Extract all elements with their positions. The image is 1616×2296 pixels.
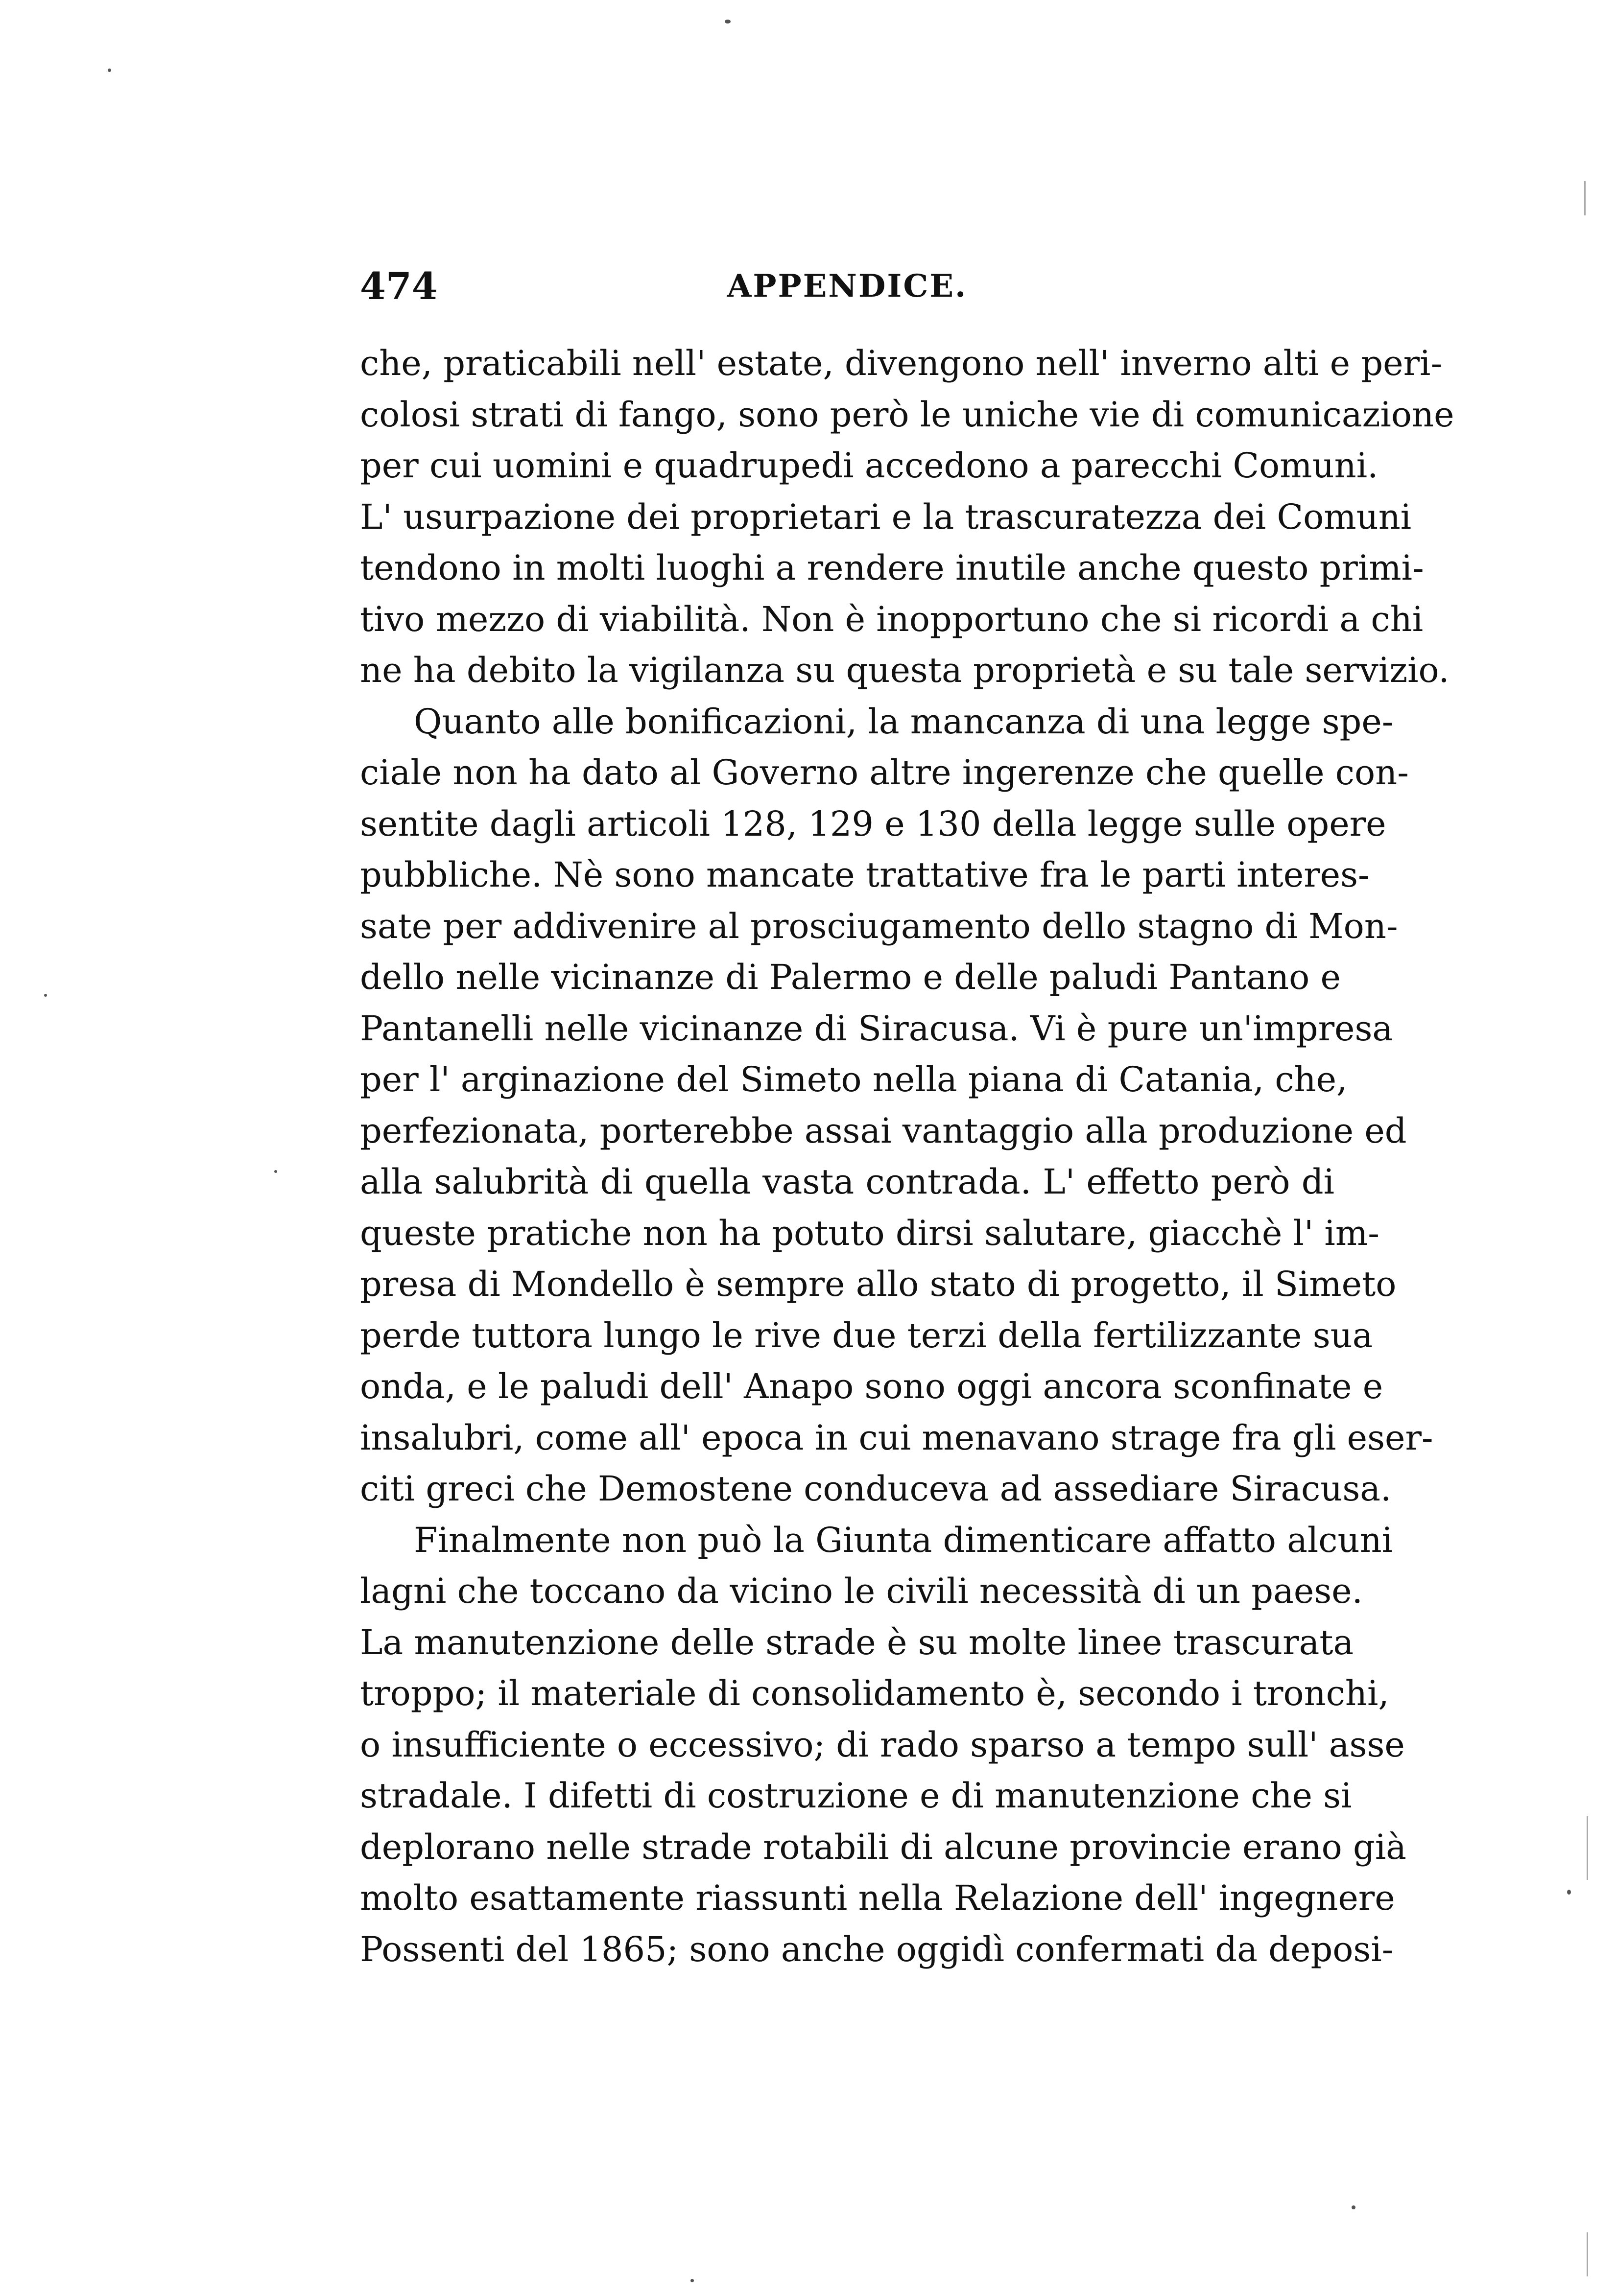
text-line: Pantanelli nelle vicinanze di Siracusa. Vi è pure un'impresa (360, 1008, 1393, 1049)
scan-speck (1567, 1890, 1571, 1895)
text-line: ciale non ha dato al Governo altre ingerenze che quelle con- (360, 752, 1409, 793)
page-number: 474 (360, 264, 438, 308)
text-line: deplorano nelle strade rotabili di alcune provincie erano già (360, 1827, 1406, 1867)
text-line: troppo; il materiale di consolidamento è, secondo i tronchi, (360, 1673, 1389, 1713)
text-line: pubbliche. Nè sono mancate trattative fra le parti interes- (360, 855, 1370, 895)
text-line: citi greci che Demostene conduceva ad assediare Siracusa. (360, 1469, 1392, 1509)
text-line: Finalmente non può la Giunta dimenticare affatto alcuni (414, 1520, 1393, 1560)
text-line: dello nelle vicinanze di Palermo e delle paludi Pantano e (360, 957, 1341, 997)
text-line: colosi strati di fango, sono però le uniche vie di comunicazione (360, 394, 1454, 435)
text-line: lagni che toccano da vicino le civili necessità di un paese. (360, 1571, 1363, 1611)
text-line: alla salubrità di quella vasta contrada. L' effetto però di (360, 1162, 1334, 1202)
text-line: L' usurpazione dei proprietari e la trascuratezza dei Comuni (360, 496, 1412, 537)
text-line: stradale. I difetti di costruzione e di manutenzione che si (360, 1776, 1352, 1816)
page-header (360, 257, 1334, 316)
text-line: che, praticabili nell' estate, divengono nell' inverno alti e peri- (360, 343, 1443, 383)
text-line: per l' arginazione del Simeto nella piana di Catania, che, (360, 1059, 1348, 1100)
running-title: APPENDICE. (727, 268, 968, 305)
text-line: sate per addivenire al prosciugamento dello stagno di Mon- (360, 906, 1398, 946)
text-line: perde tuttora lungo le rive due terzi della fertilizzante sua (360, 1315, 1373, 1356)
text-line: Quanto alle bonificazioni, la mancanza di una legge spe- (414, 701, 1394, 742)
scan-speck (1352, 2205, 1355, 2209)
scan-edge-mark (1587, 2232, 1588, 2276)
text-line: presa di Mondello è sempre allo stato di progetto, il Simeto (360, 1264, 1397, 1304)
text-line: molto esattamente riassunti nella Relazione dell' ingegnere (360, 1878, 1395, 1918)
scan-edge-mark (1584, 181, 1586, 215)
text-line: queste pratiche non ha potuto dirsi salutare, giacchè l' im- (360, 1213, 1379, 1253)
scan-edge-mark (1587, 1816, 1588, 1880)
text-line: per cui uomini e quadrupedi accedono a parecchi Comuni. (360, 445, 1378, 486)
scan-speck (690, 2279, 694, 2282)
scan-speck (274, 1170, 277, 1173)
body-text (360, 338, 1454, 1975)
scan-speck (44, 994, 47, 997)
text-line: tendono in molti luoghi a rendere inutile anche questo primi- (360, 548, 1424, 588)
text-line: o insufficiente o eccessivo; di rado sparso a tempo sull' asse (360, 1724, 1405, 1765)
text-line: ne ha debito la vigilanza su questa proprietà e su tale servizio. (360, 650, 1450, 690)
text-line: tivo mezzo di viabilità. Non è inopportuno che si ricordi a chi (360, 599, 1424, 639)
scan-speck (725, 20, 731, 23)
text-line: La manutenzione delle strade è su molte linee trascurata (360, 1622, 1354, 1663)
text-line: onda, e le paludi dell' Anapo sono oggi ancora sconfinate e (360, 1366, 1383, 1406)
text-line: perfezionata, porterebbe assai vantaggio alla produzione ed (360, 1110, 1407, 1151)
text-line: insalubri, come all' epoca in cui menavano strage fra gli eser- (360, 1417, 1433, 1458)
text-line: Possenti del 1865; sono anche oggidì confermati da deposi- (360, 1929, 1394, 1969)
scan-speck (108, 69, 111, 72)
text-line: sentite dagli articoli 128, 129 e 130 della legge sulle opere (360, 803, 1386, 844)
